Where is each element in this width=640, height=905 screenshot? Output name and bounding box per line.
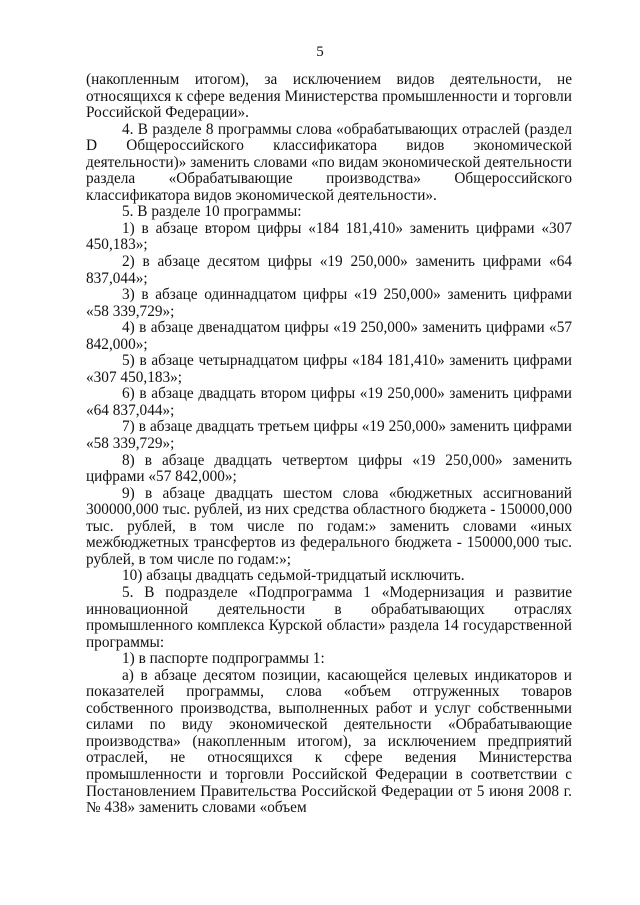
- paragraph: 1) в абзаце втором цифры «184 181,410» заменить цифрами «307 450,183»;: [86, 219, 572, 254]
- paragraph: 9) в абзаце двадцать шестом слова «бюджетных ассигнований 300000,000 тыс. рублей, из них средства областного бюджета - 150000,000 тыс. рублей, в том числе по годам:» заменить словами «иных межбюджетных трансфертов из федерального бюджета - 150000,000 тыс. рублей, в том числе по годам:»;: [86, 484, 572, 568]
- document-body: [86, 72, 572, 817]
- paragraph: 2) в абзаце десятом цифры «19 250,000» заменить цифрами «64 837,044»;: [86, 253, 572, 287]
- paragraph: (накопленным итогом), за исключением видов деятельности, не относящихся к сфере ведения Министерства промышленности и торговли Российской Федерации».: [86, 71, 572, 122]
- paragraph: 5) в абзаце четырнадцатом цифры «184 181,410» заменить цифрами «307 450,183»;: [86, 352, 572, 386]
- paragraph: 4) в абзаце двенадцатом цифры «19 250,000» заменить цифрами «57 842,000»;: [86, 319, 572, 353]
- paragraph: 5. В разделе 10 программы:: [122, 203, 302, 221]
- page-number: 5: [316, 44, 324, 60]
- paragraph: 1) в паспорте подпрограммы 1:: [122, 650, 325, 668]
- paragraph: а) в абзаце десятом позиции, касающейся целевых индикаторов и показателей программы, слова «объем отгруженных товаров собственного производства, выполненных работ и услуг собственными силами по виду экономической деятельности «Обрабатывающие производства» (накопленным итогом), за исключением предприятий отраслей, не относящихся к сфере ведения Министерства промышленности и торговли Российской Федерации в соответствии с Постановлением Правительства Российской Федерации от 5 июня 2008 г. № 438» заменить словами «объем: [86, 666, 572, 817]
- paragraph: 4. В разделе 8 программы слова «обрабатывающих отраслей (раздел D Общероссийского классификатора видов экономической деятельности)» заменить словами «по видам экономической деятельности раздела «Обрабатывающие производства» Общероссийского классификатора видов экономической деятельности».: [86, 120, 572, 204]
- paragraph: 7) в абзаце двадцать третьем цифры «19 250,000» заменить цифрами «58 339,729»;: [86, 418, 572, 453]
- paragraph: 6) в абзаце двадцать втором цифры «19 250,000» заменить цифрами «64 837,044»;: [86, 385, 572, 419]
- paragraph: 10) абзацы двадцать седьмой-тридцатый исключить.: [122, 567, 465, 585]
- paragraph: 3) в абзаце одиннадцатом цифры «19 250,000» заменить цифрами «58 339,729»;: [86, 286, 572, 320]
- paragraph: 5. В подразделе «Подпрограмма 1 «Модернизация и развитие инновационной деятельности в обрабатывающих отраслях промышленного комплекса Курской области» раздела 14 государственной программы:: [86, 583, 572, 651]
- paragraph: 8) в абзаце двадцать четвертом цифры «19 250,000» заменить цифрами «57 842,000»;: [86, 451, 572, 486]
